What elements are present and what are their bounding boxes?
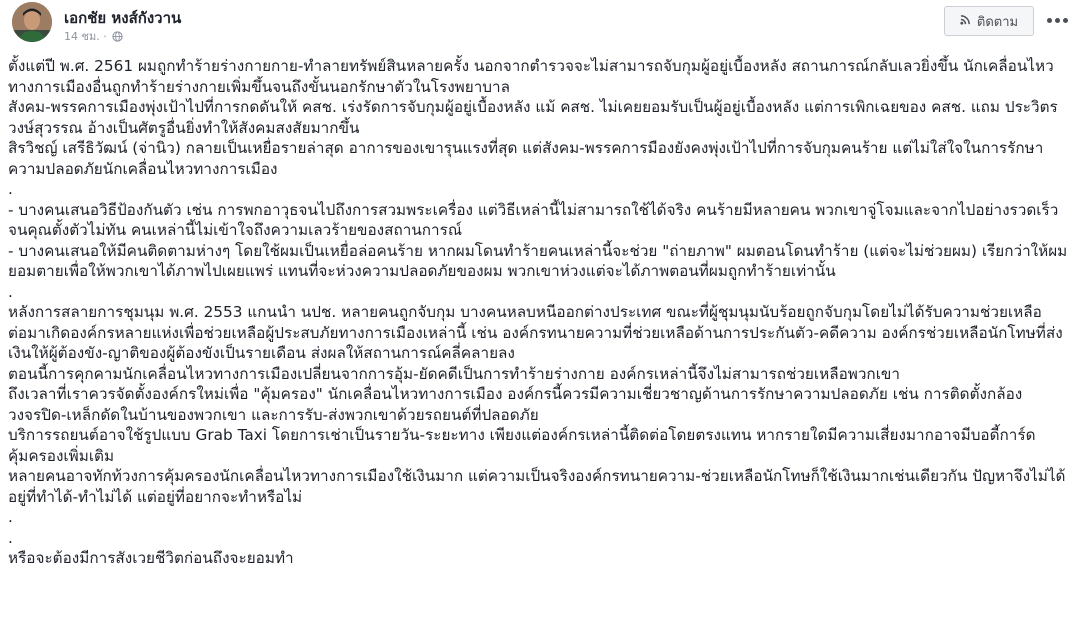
avatar[interactable]	[12, 2, 52, 42]
separator-dot: .	[8, 528, 13, 547]
rss-icon	[960, 14, 971, 29]
post-header	[12, 2, 1072, 44]
profile-photo	[12, 2, 52, 42]
separator-dot: .	[8, 282, 13, 301]
paragraph: สิรวิชญ์ เสรีธิวัฒน์ (จ่านิว) กลายเป็นเหยื่อรายล่าสุด อาการของเขารุนแรงที่สุด แต่สังคม-พรรคการมืองยังคงพุ่งเป้าไปที่การจับกุมคนร้าย แต่ไม่ใส่ใจในการรักษาความปลอดภัยนักเคลื่อนไหวทางการเมือง	[8, 139, 1044, 178]
paragraph: ตั้งแต่ปี พ.ศ. 2561 ผมถูกทำร้ายร่างกายกาย-ทำลายทรัพย์สินหลายครั้ง นอกจากตำรวจจะไม่สามารถจับกุมผู้อยู่เบื้องหลัง สถานการณ์กลับเลวยิ่งขึ้น นักเคลื่อนไหวทางการเมืองอื่นถูกทำร้ายร่างกายเพิ่มขึ้นจนถึงขั้นนอกรักษาตัวในโรงพยาบาล	[8, 57, 1054, 96]
paragraph: ถึงเวลาที่เราควรจัดตั้งองค์กรใหม่เพื่อ "คุ้มครอง" นักเคลื่อนไหวทางการเมือง องค์กรนี้ควรมีความเชี่ยวชาญด้านการรักษาความปลอดภัย เช่น การติดตั้งกล้องวงจรปิด-เหล็กดัดในบ้านของพวกเขา และการรับ-ส่งพวกเขาด้วยรถยนต์ที่ปลอดภัย	[8, 385, 1023, 424]
paragraph: หลังการสลายการชุมนุม พ.ศ. 2553 แกนนำ นปช. หลายคนถูกจับกุม บางคนหลบหนีออกต่างประเทศ ขณะที่ผู้ชุมนุมนับร้อยถูกจับกุมโดยไม่ได้รับความช่วยเหลือ	[8, 303, 1042, 321]
paragraph: หลายคนอาจทักท้วงการคุ้มครองนักเคลื่อนไหวทางการเมืองใช้เงินมาก แต่ความเป็นจริงองค์กรทนายความ-ช่วยเหลือนักโทษก็ใช้เงินมากเช่นเดียวกัน ปัญหาจึงไม่ได้อยู่ที่ทำได้-ทำไม่ได้ แต่อยู่ที่อยากจะทำหรือไม่	[8, 467, 1066, 506]
paragraph: - บางคนเสนอให้มีคนติดตามห่างๆ โดยใช้ผมเป็นเหยื่อล่อคนร้าย หากผมโดนทำร้ายคนเหล่านี้จะช่วย "ถ่ายภาพ" ผมตอนโดนทำร้าย (แต่จะไม่ช่วยผม) เรียกว่าให้ผมยอมตายเพื่อให้พวกเขาได้ภาพไปเผยแพร่ แทนที่จะห่วงความปลอดภัยของผม พวกเขาห่วงแต่จะได้ภาพตอนที่ผมถูกทำร้ายเท่านั้น	[8, 241, 1068, 280]
separator-dot: .	[8, 508, 13, 526]
follow-button[interactable]	[944, 6, 1034, 36]
paragraph: บริการรถยนต์อาจใช้รูปแบบ Grab Taxi โดยการเช่าเป็นรายวัน-ระยะทาง เพียงแต่องค์กรเหล่านี้ติดต่อโดยตรงแทน หากรายใดมีความเสี่ยงมากอาจมีบอดี้การ์ดคุ้มครองเพิ่มเติม	[8, 426, 1036, 465]
timestamp[interactable]: 14 ชม.	[64, 30, 100, 43]
paragraph: ต่อมาเกิดองค์กรหลายแห่งเพื่อช่วยเหลือผู้ประสบภัยทางการเมืองเหล่านี้ เช่น องค์กรทนายความที่ช่วยเหลือด้านการประกันตัว-คดีความ องค์กรช่วยเหลือนักโทษที่ส่งเงินให้ผู้ต้องขัง-ญาติของผู้ต้องขังเป็นรายเดือน ส่งผลให้สถานการณ์คลี่คลายลง	[8, 323, 1063, 362]
paragraph: ตอนนี้การคุกคามนักเคลื่อนไหวทางการเมืองเปลี่ยนจากการอุ้ม-ยัดคดีเป็นการทำร้ายร่างกาย องค์กรเหล่านี้จึงไม่สามารถช่วยเหลือพวกเขา	[8, 364, 900, 383]
paragraph: สังคม-พรรคการเมืองพุ่งเป้าไปที่การกดดันให้ คสช. เร่งรัดการจับกุมผู้อยู่เบื้องหลัง แม้ คสช. ไม่เคยยอมรับเป็นผู้อยู่เบื้องหลัง แต่การเพิกเฉยของ คสช. แถม ประวิตร วงษ์สุวรรณ อ้างเป็นศัตรูอื่นยิ่งทำให้สังคมสงสัยมากขึ้น	[8, 98, 1058, 137]
post-meta: 14 ชม. ·	[64, 27, 123, 45]
author-name[interactable]: เอกชัย หงส์กังวาน	[64, 9, 182, 27]
separator-dot: .	[8, 180, 13, 198]
ellipsis-icon[interactable]	[1042, 8, 1072, 32]
paragraph: - บางคนเสนอวิธีป้องกันตัว เช่น การพกอาวุธจนไปถึงการสวมพระเครื่อง แต่วิธีเหล่านี้ไม่สามารถใช้ได้จริง คนร้ายมีหลายคน พวกเขาจู่โจมและจากไปอย่างรวดเร็วจนคุณตั้งตัวไม่ทัน คนเหล่านี้ไม่เข้าใจถึงความเลวร้ายของสถานการณ์	[8, 200, 1059, 239]
post-text	[8, 56, 1074, 569]
follow-label: ติดตาม	[976, 14, 1019, 30]
globe-icon	[112, 31, 123, 45]
paragraph: หรือจะต้องมีการสังเวยชีวิตก่อนถึงจะยอมทำ	[8, 549, 294, 567]
